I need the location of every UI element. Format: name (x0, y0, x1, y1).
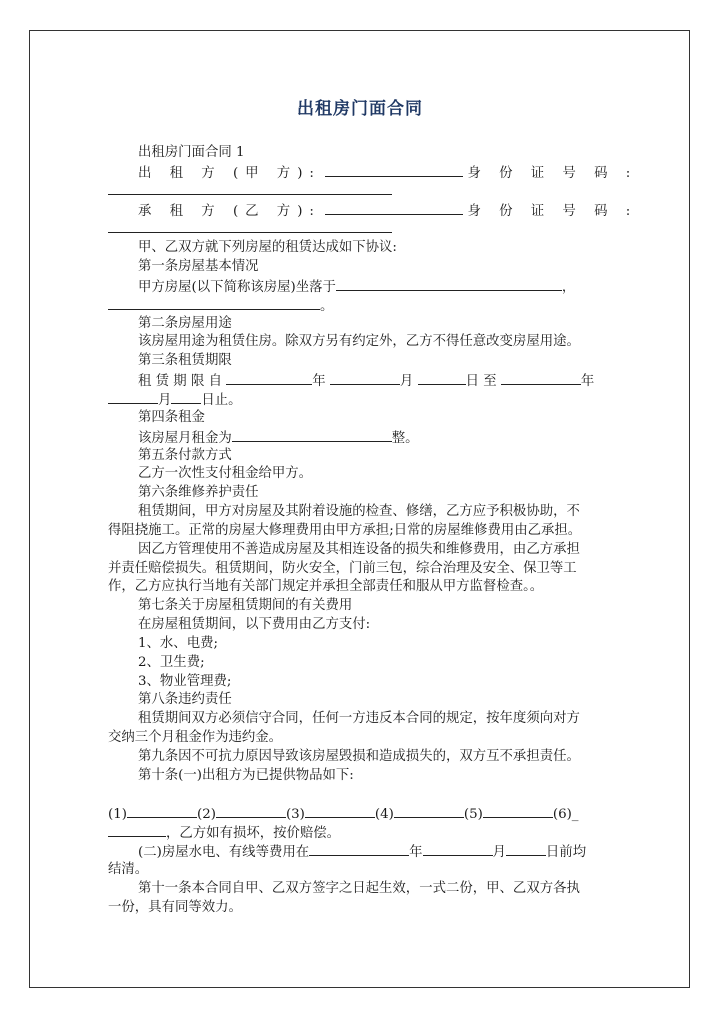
article-6-p2b: 并责任赔偿损失。租赁期间，防火安全，门前三包，综合治理及安全、保卫等工 (108, 561, 577, 576)
article-10-title: 第十条(一)出租方为已提供物品如下: (138, 768, 354, 783)
article-5-text: 乙方一次性支付租金给甲方。 (138, 466, 313, 481)
items-line: (1) (2) (3) (4) (5) (6)_ (108, 804, 618, 824)
location-blank-line: 。 (108, 296, 618, 316)
article-10-b-tail: 结清。 (108, 862, 149, 877)
article-8-b: 交纳三个月租金作为违约金。 (108, 730, 283, 745)
subtitle: 出租房门面合同 1 (138, 145, 245, 160)
article-7-text: 在房屋租赁期间，以下费用由乙方支付: (138, 617, 371, 632)
article-3-title: 第三条租赁期限 (138, 353, 232, 368)
end-day-blank[interactable] (171, 390, 201, 404)
lessor-label: 出 租 方 (甲 方): (138, 166, 321, 181)
item-6-blank[interactable] (108, 823, 166, 837)
fee-year-blank[interactable] (309, 842, 409, 856)
lessee-id-blank-line (108, 219, 618, 239)
document-title: 出租房门面合同 (297, 99, 423, 119)
article-7-title: 第七条关于房屋租赁期间的有关费用 (138, 598, 353, 613)
article-6-p1b: 得阻挠施工。正常的房屋大修理费用由甲方承担;日常的房屋维修费用由乙承担。 (108, 523, 582, 538)
article-8-title: 第八条违约责任 (138, 692, 232, 707)
lessor-line (138, 163, 638, 183)
item-3-blank[interactable] (305, 804, 375, 818)
article-2-text: 该房屋用途为租赁住房。除双方另有约定外，乙方不得任意改变房屋用途。 (138, 334, 580, 349)
fee-day-blank[interactable] (506, 842, 546, 856)
item-5-blank[interactable] (483, 804, 553, 818)
location-blank-2[interactable] (108, 296, 320, 310)
article-5-title: 第五条付款方式 (138, 448, 232, 463)
article-6-title: 第六条维修养护责任 (138, 485, 259, 500)
fee-item-3: 3、物业管理费; (138, 674, 232, 689)
article-9: 第九条因不可抗力原因导致该房屋毁损和造成损失的，双方互不承担责任。 (138, 749, 580, 764)
lessee-name-blank[interactable] (325, 201, 463, 215)
fee-month-blank[interactable] (423, 842, 493, 856)
term-line: 租 赁 期 限 自 年 月 日 至 年 (138, 371, 618, 391)
article-11-b: 一份，具有同等效力。 (108, 900, 242, 915)
lessor-id-blank[interactable] (108, 181, 392, 195)
article-6-p2c: 作，乙方应执行当地有关部门规定并承担全部责任和服从甲方监督检查。。 (108, 579, 544, 594)
location-blank[interactable] (336, 277, 562, 291)
start-day-blank[interactable] (418, 371, 466, 385)
article-11-a: 第十一条本合同自甲、乙双方签字之日起生效，一式二份，甲、乙双方各执 (138, 881, 580, 896)
start-month-blank[interactable] (330, 371, 400, 385)
items-end-line: ，乙方如有损坏，按价赔偿。 (108, 823, 618, 843)
article-1-text: 甲方房屋(以下简称该房屋)坐落于 ， (138, 277, 618, 297)
lessor-id-label: 身 份 证 号 码 : (467, 166, 638, 181)
article-2-title: 第二条房屋用途 (138, 316, 232, 331)
item-4-blank[interactable] (394, 804, 464, 818)
lessor-name-blank[interactable] (325, 163, 463, 177)
article-6-p1a: 租赁期间，甲方对房屋及其附着设施的检查、修缮，乙方应予积极协助，不 (138, 504, 580, 519)
rent-line: 该房屋月租金为 整。 (138, 428, 618, 448)
intro: 甲、乙双方就下列房屋的租赁达成如下协议: (138, 240, 397, 255)
lessee-label: 承 租 方 (乙 方): (138, 204, 321, 219)
end-year-blank[interactable] (501, 371, 581, 385)
lessor-id-blank-line (108, 181, 618, 201)
article-8-a: 租赁期间双方必须信守合同，任何一方违反本合同的规定，按年度须向对方 (138, 711, 580, 726)
fee-item-2: 2、卫生费; (138, 655, 205, 670)
article-6-p2a: 因乙方管理使用不善造成房屋及其相连设备的损失和维修费用，由乙方承担 (138, 542, 580, 557)
start-year-blank[interactable] (226, 371, 312, 385)
term-end-line: 月 日止。 (108, 390, 618, 410)
article-10-b: (二)房屋水电、有线等费用在 年 月 日前均 (138, 842, 618, 862)
item-2-blank[interactable] (216, 804, 286, 818)
lessee-id-blank[interactable] (108, 219, 392, 233)
fee-item-1: 1、水、电费; (138, 636, 218, 651)
article-4-title: 第四条租金 (138, 410, 205, 425)
rent-blank[interactable] (232, 428, 392, 442)
article-1-title: 第一条房屋基本情况 (138, 259, 259, 274)
lessee-line (138, 201, 638, 221)
item-1-blank[interactable] (127, 804, 197, 818)
end-month-blank[interactable] (108, 390, 158, 404)
lessee-id-label: 身 份 证 号 码 : (467, 204, 638, 219)
